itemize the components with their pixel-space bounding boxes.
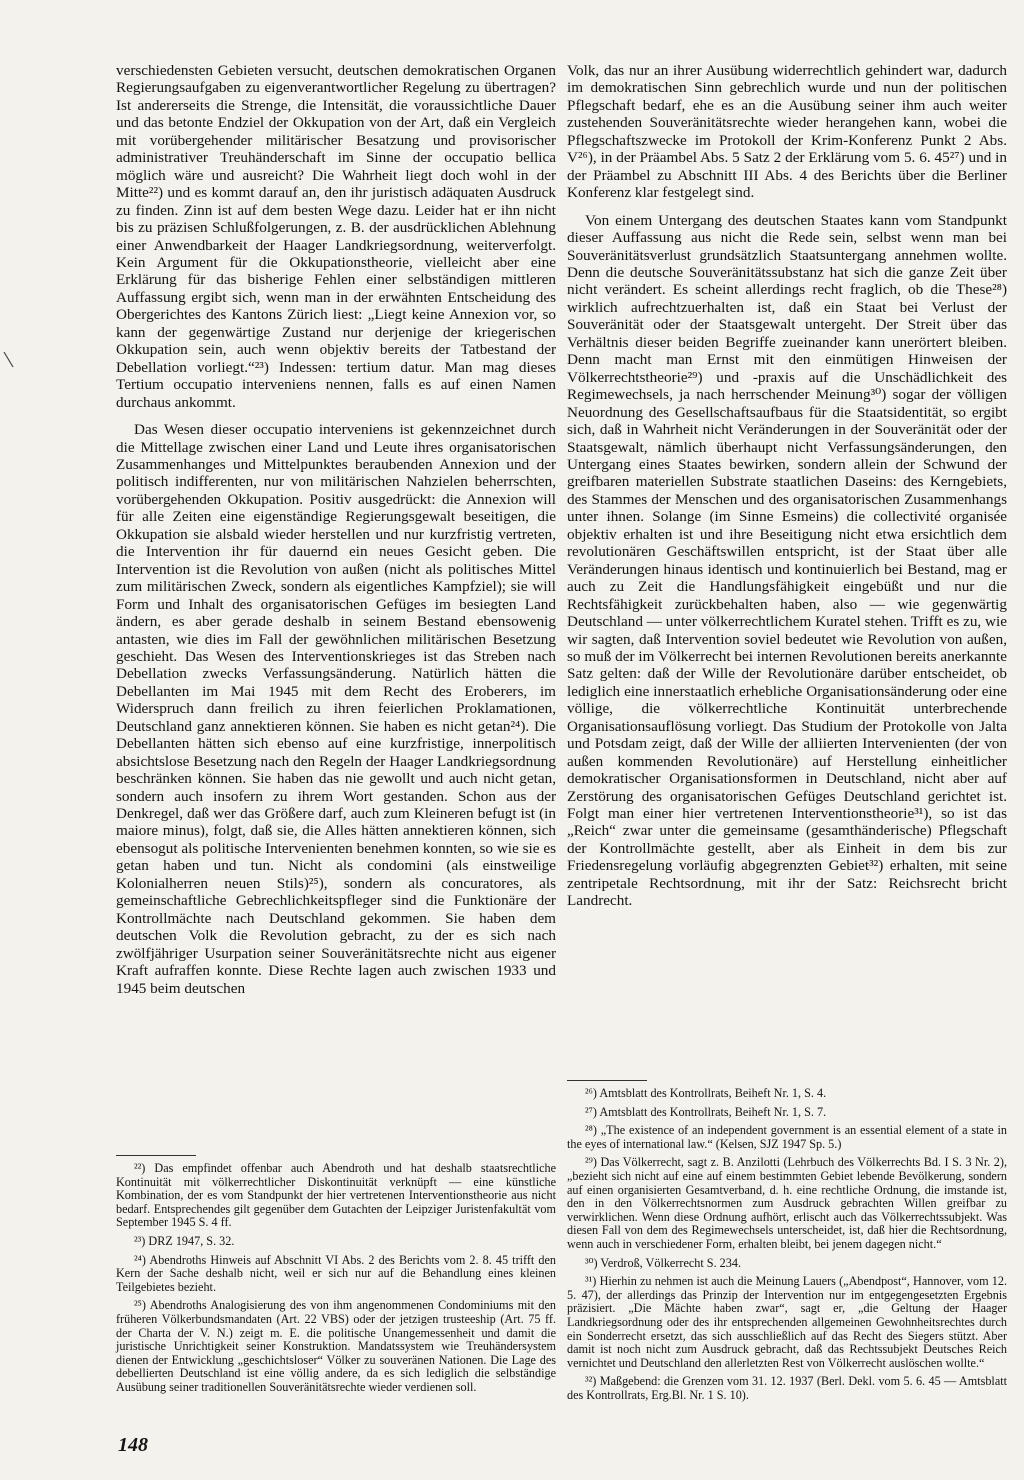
- right-column: [567, 62, 1007, 920]
- body-paragraph: Von einem Untergang des deutschen Staates kann vom Standpunkt dieser Auffassung aus nicht die Rede sein, selbst wenn man bei Souveränitätsverlust grundsätzlich Staatsuntergang annehmen wollte. Denn die deutsche Souveränitätssubstanz hat sich die ganze Zeit über nicht verändert. Es scheint allerdings recht fraglich, ob die These²⁸) wirklich aufrechtzuerhalten ist, daß ein Staat bei Verlust der Souveränität oder der Staatsgewalt untergeht. Der Streit über das Verhältnis dieser beiden Begriffe zueinander kann unerörtert bleiben. Denn macht man Ernst mit den einmütigen Hinweisen der Völkerrechtstheorie²⁹) und -praxis auf die Unschädlichkeit des Regimewechsels, ja nach herrschender Meinung³⁰) sogar der völligen Neuordnung des Gesellschaftsaufbaus für die Staatsidentität, so ergibt sich, daß in Wahrheit nicht Veränderungen in der Souveränität oder der Staatsgewalt, nämlich überhaupt nicht Verfassungsänderungen, den Untergang eines Staates bewirken, sondern allein der Schwund der greifbaren materiellen Substrate staatlichen Daseins: des Kerngebiets, des Stammes der Menschen und des organisatorischen Zusammenhangs unter ihnen. Solange (im Sinne Esmeins) die collectivité organisée objektiv erhalten ist und ihre Beseitigung nicht etwa ersichtlich dem revolutionären Geschäftswillen entspricht, ist der Staat über alle Veränderungen hinaus identisch und kontinuierlich bei Bestand, mag er auch zu Zeit die Handlungsfähigkeit eingebüßt und nur die Rechtsfähigkeit zurückbehalten haben, also — wie gegenwärtig Deutschland — unter völkerrechtlichem Kuratel stehen. Trifft es zu, wie wir sagten, daß Intervention soviel bedeutet wie Revolution von außen, so muß der im Völkerrecht bei internen Revolutionen bereits anerkannte Satz gelten: daß der Wille der Revolutionäre darüber entscheidet, ob lediglich eine innerstaatlich erhebliche Organisationsänderung oder eine völlige, die völkerrechtliche Kontinuität unterbrechende Organisationsauflösung vorliegt. Das Studium der Protokolle von Jalta und Potsdam zeigt, daß der Wille der alliierten Intervenienten (der von außen kommenden Revolutionäre) auf Herstellung einheitlicher demokratischer Organisationsformen in Deutschland, nicht aber auf Zerstörung des organisatorischen Gefüges Deutschland gerichtet ist. Folgt man einer hier vertretenen Interventionstheorie³¹), so ist das „Reich“ zwar unter die gemeinsame (gesamthänderische) Pflegschaft der Kontrollmächte gestellt, aber als Einheit in dem bis zur Friedensregelung vorläufig abgegrenzten Gebiet³²) erhalten, mit seine zentripetale Rechtsordnung, mit ihr der Satz: Reichsrecht bricht Landrecht.: [567, 211, 1007, 910]
- footnote-rule: [567, 1080, 647, 1081]
- left-column: [116, 62, 556, 1007]
- footnotes-right: [567, 1080, 1007, 1407]
- footnote: ²⁶) Amtsblatt des Kontrollrats, Beiheft Nr. 1, S. 4.: [585, 1086, 827, 1100]
- body-paragraph: Volk, das nur an ihrer Ausübung widerrechtlich gehindert war, dadurch im demokratischen Sinn gebrechlich wurde und nun der politischen Pflegschaft bedarf, ehe es an die Ausübung seiner ihm auch weiter zustehenden Souveränitätsrechte wieder herangehen kann, wobei die Pflegschaftszwecke im Protokoll der Krim-Konferenz Punkt 2 Abs. V²⁶), in der Präambel Abs. 5 Satz 2 der Erklärung vom 5. 6. 45²⁷) und in der Präambel zu Abschnitt III Abs. 4 des Berichts über die Berliner Konferenz klar festgelegt sind.: [567, 62, 1007, 202]
- footnote: ³⁰) Verdroß, Völkerrecht S. 234.: [585, 1255, 742, 1270]
- footnote: ²⁴) Abendroths Hinweis auf Abschnitt VI Abs. 2 des Berichts vom 2. 8. 45 trifft den Kern der Sache deshalb nicht, weil er sich nur auf die Behandlung eines kleinen Teilgebietes bezieht.: [116, 1252, 556, 1294]
- footnote: ³²) Maßgebend: die Grenzen vom 31. 12. 1937 (Berl. Dekl. vom 5. 6. 45 — Amtsblatt des Kontrollrats, Erg.Bl. Nr. 1 S. 10).: [567, 1374, 1007, 1402]
- footnote: ³¹) Hierhin zu nehmen ist auch die Meinung Lauers („Abendpost“, Hannover, vom 12. 5. 47), der allerdings das Prinzip der Intervention nur im entgegengesetzten Ergebnis präzisiert. „Die Mächte haben zwar“, sagt er, „die Geltung der Haager Landkriegsordnung oder des ihr entsprechenden allgemeinen Gewohnheitsrechtes durch ein Sonderrecht ersetzt, das sich ausschließlich auf das Recht des Siegers stützt. Aber damit ist noch nicht zum Ausdruck gebracht, daß das Rechtssubjekt Deutsches Reich vernichtet und Deutschland den allerletzten Rest von Völkerrecht auslöschen wollte.“: [567, 1274, 1007, 1370]
- footnote: ²⁷) Amtsblatt des Kontrollrats, Beiheft Nr. 1, S. 7.: [585, 1104, 827, 1119]
- footnote: ²²) Das empfindet offenbar auch Abendroth und hat deshalb staatsrechtliche Kontinuität mit völkerrechtlicher Diskontinuität verknüpft — eine künstliche Kombination, der es vom Standpunkt der hier vertretenen Interventionstheorie aus nicht bedarf. Entsprechendes gilt gegenüber dem Gutachten der Leipziger Juristenfakultät vom September 1945 S. 4 ff.: [116, 1161, 556, 1230]
- footnote: ²⁸) „The existence of an independent government is an essential element of a state in the eyes of international law.“ (Kelsen, SJZ 1947 Sp. 5.): [567, 1123, 1007, 1151]
- footnote: ²⁹) Das Völkerrecht, sagt z. B. Anzilotti (Lehrbuch des Völkerrechts Bd. I S. 3 Nr. 2), „bezieht sich nicht auf eine auf einem bestimmten Gebiet lebende Bevölkerung, sondern auf einen organisierten Gesamtverband, d. h. eine rechtliche Ordnung, die imstande ist, den in den Völkerrechtsnormen zum Ausdruck gebrachten Willen greifbar zu verwirklichen. Wenn diese Ordnung aufhört, erlischt auch das Völkerrechtssubjekt. Was diesen Fall von dem des Regimewechsels unterscheidet, ist, daß hier die Rechtsordnung, wenn auch in verschiedener Form, erhalten bleibt, bei jenem dagegen nicht.“: [567, 1155, 1007, 1251]
- footnote-rule: [116, 1155, 196, 1156]
- footnote: ²⁵) Abendroths Analogisierung des von ihm angenommenen Condominiums mit den früheren Völkerbundsmandaten (Art. 22 VBS) oder der jetzigen trusteeship (Art. 75 ff. der Charta der V. N.) zeigt m. E. die politische Unangemessenheit und damit die juristische Unrichtigkeit seiner Konstruktion. Mandatssystem wie Treuhändersystem dienen der Entwicklung „geschichtsloser“ Völker zu souveränen Nationen. Die Lage des debellierten Deutschland ist eine völlig andere, da es sich lediglich die selbständige Ausübung seiner traditionellen Souveränitätsrechte wieder verdienen soll.: [116, 1298, 556, 1394]
- margin-pencil-mark: [2, 350, 16, 370]
- footnotes-left: [116, 1155, 556, 1400]
- body-paragraph: Das Wesen dieser occupatio interveniens ist gekennzeichnet durch die Mittellage zwischen einer Land und Leute ihres organisatorischen Zusammenhanges und Mittelpunktes beraubenden Annexion und der politisch indifferenten, nur von militärischen Nahzielen beherrschten, vorübergehenden Okkupation. Positiv ausgedrückt: die Annexion will für alle Zeiten eine eigenständige Regierungsgewalt beseitigen, die Okkupation sie alsbald wieder herstellen und nur kurzfristig vertreten, die Intervention ihr für dauernd ein neues Gesicht geben. Die Intervention ist die Revolution von außen (nicht als politisches Mittel zum militärischen Zweck, sondern als eigentliches Kampfziel); sie will Form und Inhalt des organisatorischen Gefüges im besiegten Land ändern, es aber gerade deshalb in seinem Bestand ebensowenig antasten, wie dies im Fall der gewöhnlichen militärischen Besetzung geschieht. Das Wesen des Interventionskrieges ist das Streben nach Debellation zwecks Verfassungsänderung. Natürlich hätten die Debellanten im Mai 1945 mit dem Recht des Eroberers, im Widerspruch dann freilich zu ihren feierlichen Proklamationen, Deutschland ganz annektieren können. Sie haben es nicht getan²⁴). Die Debellanten hätten sich ebenso auf eine kurzfristige, innerpolitisch absichtslose Besetzung nach den Regeln der Haager Landkriegsordnung beschränken können. Sie haben das nie gewollt und auch nicht getan, sondern auch insofern zu ihrem Wort gestanden. Schon aus der Denkregel, daß wer das Größere darf, auch zum Kleineren befugt ist (in maiore minus), folgt, daß sie, die Alles hätten annektieren können, sich ebensogut als politische Intervenienten benehmen konnten, so wie sie es getan haben und tun. Nicht als condomini (als einstweilige Kolonialherren neuen Stils)²⁵), sondern als concuratores, als gemeinschaftliche Gebrechlichkeitspfleger sind die Funktionäre der Kontrollmächte nach Deutschland gekommen. Sie haben dem deutschen Volk die Revolution gebracht, zu der es sich nach zwölfjähriger Usurpation seiner Souveränitätsrechte nicht aus eigener Kraft aufraffen konnte. Diese Rechte lagen auch zwischen 1933 und 1945 beim deutschen: [116, 421, 556, 997]
- footnote: ²³) DRZ 1947, S. 32.: [134, 1233, 235, 1248]
- page-number: 148: [118, 1434, 148, 1456]
- body-paragraph: verschiedensten Gebieten versucht, deutschen demokratischen Organen Regierungsaufgaben zu eigenverantwortlicher Regelung zu übertragen? Ist andererseits die Strenge, die Intensität, die voraussichtliche Dauer und das betonte Endziel der Okkupation von der Art, daß ein Vergleich mit vorübergehender militärischer Besatzung und provisorischer administrativer Treuhänderschaft im Sinne der occupatio bellica möglich wäre und ausreicht? Die Wahrheit liegt doch wohl in der Mitte²²) und es kommt darauf an, den ihr juristisch adäquaten Ausdruck zu finden. Zinn ist auf dem besten Wege dazu. Leider hat er ihn nicht bis zu präzisen Schlußfolgerungen, z. B. der ausdrücklichen Ablehnung einer Anwendbarkeit der Haager Landkriegsordnung, weiterverfolgt. Kein Argument für die Okkupationstheorie, vielleicht aber eine Erklärung für das bisherige Fehlen einer selbständigen mittleren Auffassung ergibt sich, wenn man in der erwähnten Entscheidung des Obergerichtes des Kantons Zürich liest: „Liegt keine Annexion vor, so kann der gegenwärtige Zustand nur derjenige der kriegerischen Okkupation sein, auch wenn objektiv bereits der Tatbestand der Debellation vorliegt.“²³) Indessen: tertium datur. Man mag dieses Tertium occupatio interveniens nennen, falls es auf einen Namen durchaus ankommt.: [116, 62, 556, 411]
